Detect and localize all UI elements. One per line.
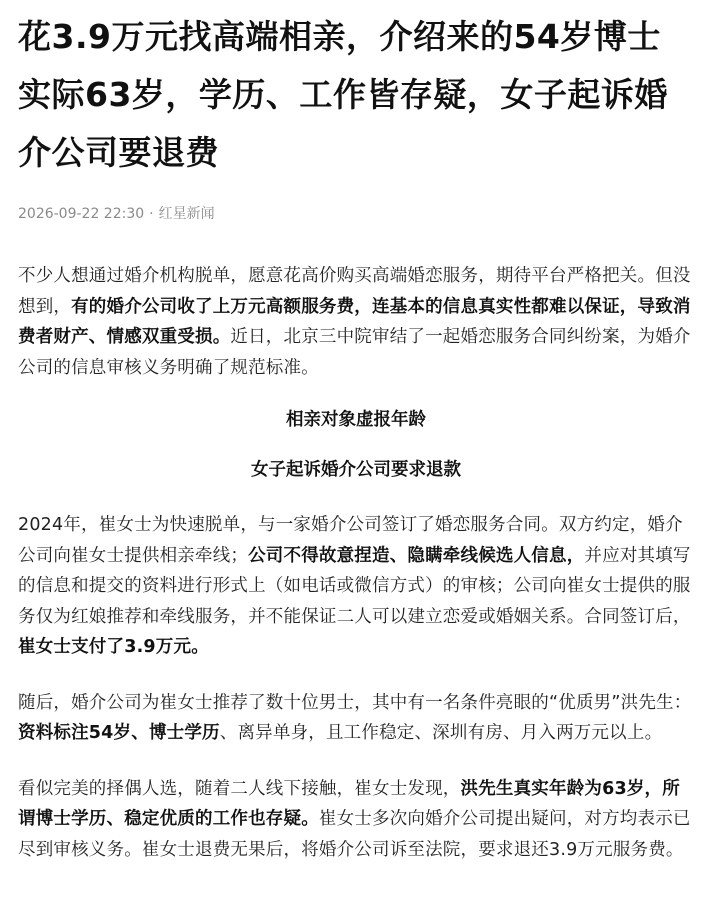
article-meta <box>18 204 694 224</box>
publish-datetime: 2026-09-22 22:30 <box>18 206 145 222</box>
paragraph-candidate <box>18 688 694 749</box>
text-span: 不少人想通过婚介机构脱单，愿意花高价购买高端婚恋服务，期待平台严格把关。但没想到， <box>18 266 691 317</box>
text-span: 近日，北京三中院审结了一起婚恋服务合同纠纷案，为婚介公司的信息审核义务明确了规范标准。 <box>18 327 691 378</box>
source-name: 红星新闻 <box>158 206 215 222</box>
bold-span: 公司不得故意捏造、隐瞒牵线候选人信息， <box>248 545 585 566</box>
text-span: 并应对其填写的信息和提交的资料进行形式上（如电话或微信方式）的审核；公司向崔女士提供的服务仅为红娘推荐和牵线服务，并不能保证二人可以建立恋爱或婚姻关系。合同签订后， <box>18 545 691 627</box>
bold-span: 洪先生真实年龄为63岁，所谓博士学历、稳定优质的工作也存疑。 <box>18 778 680 829</box>
bold-span: 有的婚介公司收了上万元高额服务费，连基本的信息真实性都难以保证，导致消费者财产、情感双重受损。 <box>18 296 691 347</box>
text-span: 2024年，崔女士为快速脱单，与一家婚介公司签订了婚恋服务合同。双方约定，婚介公司向崔女士提供相亲牵线； <box>18 515 683 566</box>
article-title: 花3.9万元找高端相亲，介绍来的54岁博士实际63岁，学历、工作皆存疑，女子起诉婚介公司要退费 <box>18 17 668 172</box>
subheading: 女子起诉婚介公司要求退款 <box>251 460 461 480</box>
paragraph-intro <box>18 261 694 383</box>
paragraph-discovery <box>18 774 694 866</box>
meta-separator: · <box>149 206 154 222</box>
text-span: 崔女士多次向婚介公司提出疑问，对方均表示已尽到审核义务。崔女士退费无果后，将婚介公司诉至法院，要求退还3.9万元服务费。 <box>18 809 691 860</box>
paragraph-contract <box>18 510 694 663</box>
bold-span: 资料标注54岁、博士学历 <box>18 723 220 743</box>
subheading: 相亲对象虚报年龄 <box>286 410 426 430</box>
text-span: 随后，婚介公司为崔女士推荐了数十位男士，其中有一名条件亮眼的“优质男”洪先生： <box>18 692 692 713</box>
bold-span: 崔女士支付了3.9万元。 <box>18 637 209 657</box>
text-span: 看似完美的择偶人选，随着二人线下接触，崔女士发现， <box>18 778 461 799</box>
text-span: 、离异单身，且工作稳定、深圳有房、月入两万元以上。 <box>219 723 663 743</box>
